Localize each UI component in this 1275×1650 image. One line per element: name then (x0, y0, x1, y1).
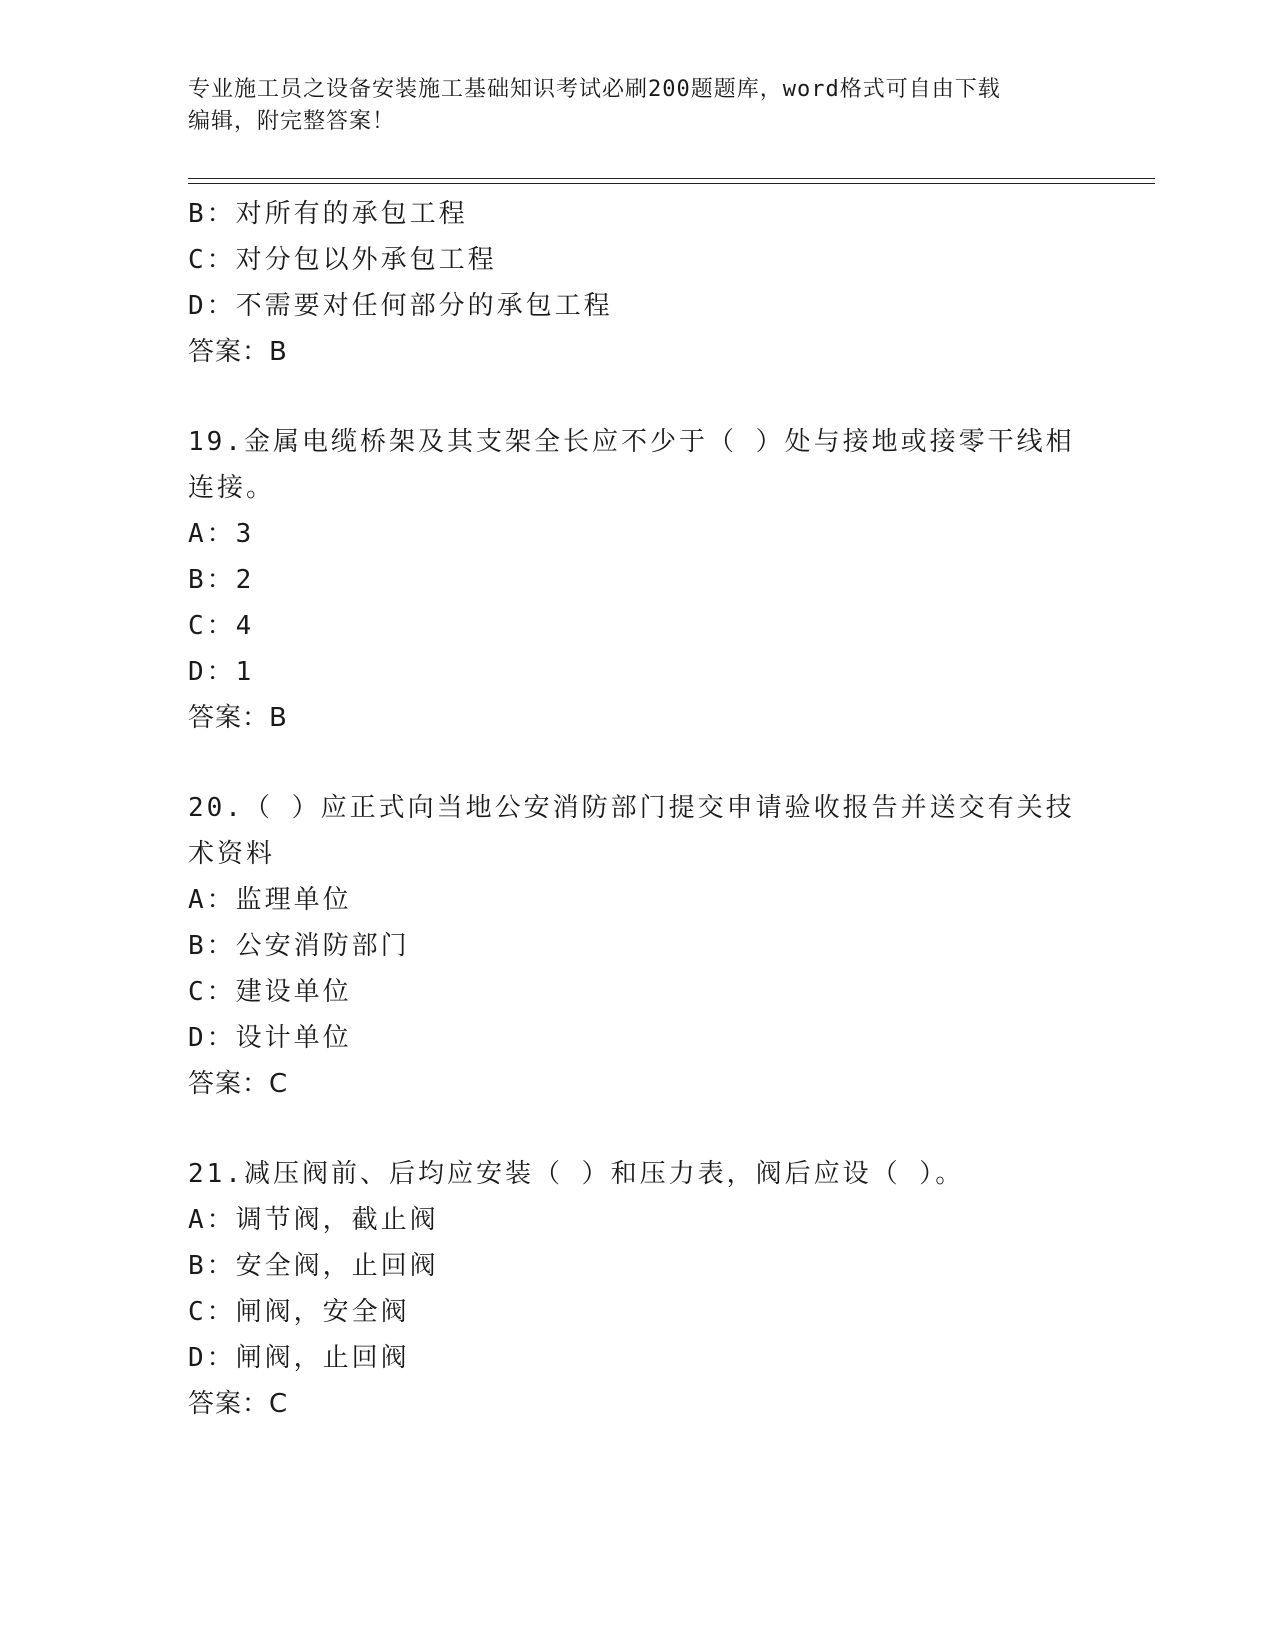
option-c: C：4 (188, 611, 255, 641)
header-rule-bottom (188, 183, 1155, 184)
option-b: B：2 (188, 565, 255, 595)
header-line-1: 专业施工员之设备安装施工基础知识考试必刷200题题库，word格式可自由下载 (188, 77, 1001, 102)
answer-line: 答案：C (188, 1069, 289, 1099)
option-c: C：闸阀，安全阀 (188, 1297, 410, 1327)
answer-line: 答案：B (188, 337, 288, 367)
header-line-2: 编辑，附完整答案！ (188, 109, 396, 134)
question-21 (188, 1151, 1078, 1427)
option-b: B：对所有的承包工程 (188, 199, 468, 229)
option-d: D：闸阀，止回阀 (188, 1343, 410, 1373)
option-b: B：安全阀，止回阀 (188, 1251, 439, 1281)
question-stem-line-1: 19.金属电缆桥架及其支架全长应不少于（ ）处与接地或接零干线相 (188, 427, 1075, 457)
option-d: D：不需要对任何部分的承包工程 (188, 291, 613, 321)
option-c: C：对分包以外承包工程 (188, 245, 497, 275)
answer-line: 答案：C (188, 1389, 289, 1419)
question-20 (188, 785, 1078, 1107)
question-stem-line-2: 术资料 (188, 839, 276, 869)
option-a: A：3 (188, 519, 255, 549)
option-d: D：1 (188, 657, 255, 687)
document-header (188, 74, 1078, 138)
question-stem-line-1: 21.减压阀前、后均应安装（ ）和压力表，阀后应设（ ）。 (188, 1159, 965, 1189)
document-body (188, 191, 1078, 1427)
question-18-continued (188, 191, 1078, 375)
question-stem-line-1: 20.（ ）应正式向当地公安消防部门提交申请验收报告并送交有关技 (188, 793, 1075, 823)
answer-line: 答案：B (188, 703, 288, 733)
option-c: C：建设单位 (188, 977, 352, 1007)
question-stem-line-2: 连接。 (188, 473, 276, 503)
option-b: B：公安消防部门 (188, 931, 410, 961)
option-a: A：调节阀，截止阀 (188, 1205, 439, 1235)
option-a: A：监理单位 (188, 885, 352, 915)
question-19 (188, 419, 1078, 741)
option-d: D：设计单位 (188, 1023, 352, 1053)
header-rule-top (188, 178, 1155, 179)
